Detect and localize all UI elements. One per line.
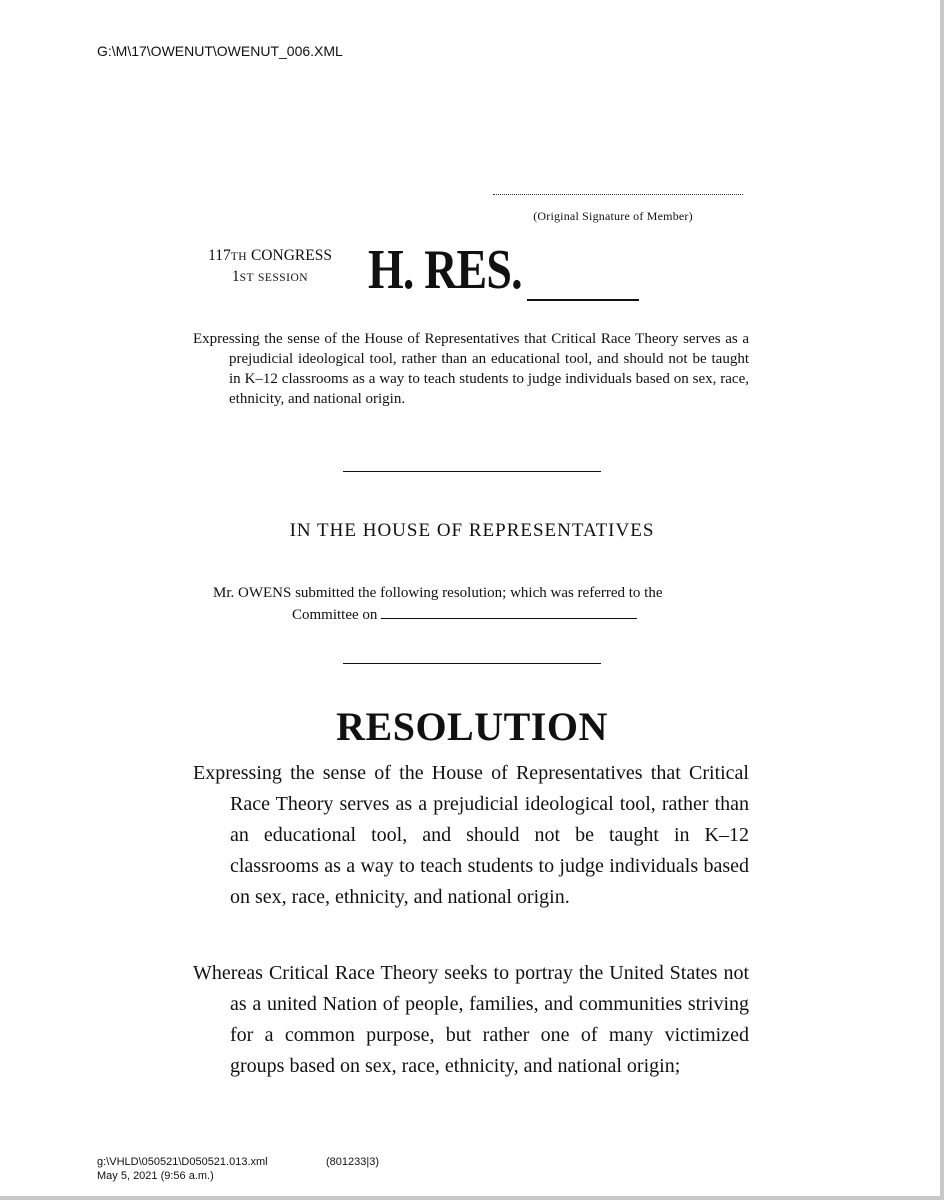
congress-number-suffix: TH [230,251,248,263]
member-name: OWENS [238,585,292,601]
submission-line [213,583,731,604]
resolution-heading: RESOLUTION [336,704,608,749]
file-path-header: G:\M\17\OWENUT\OWENUT_006.XML [97,43,343,59]
session-line [180,267,360,288]
signature-label: (Original Signature of Member) [533,209,693,223]
committee-blank [381,604,637,619]
whereas-clause: Whereas Critical Race Theory seeks to portray the United States not as a united Nation of people, families, and communities striving for a common purpose, but rather one of many victimized groups based on sex, race, ethnicity, and national origin; [193,962,749,1077]
footer-date: May 5, 2021 (9:56 a.m.) [97,1170,214,1182]
session-word: SESSION [257,272,309,284]
footer-file-path: g:\VHLD\050521\D050521.013.xml [97,1156,268,1168]
committee-label: Committee on [292,607,378,623]
resolution-preamble: Expressing the sense of the House of Representatives that Critical Race Theory serves as a prejudicial ideological tool, rather than an educational tool, and should not be taught in K–12 classrooms as a way to teach students to judge individuals based on sex, race, ethnicity, and national origin. [193,762,749,908]
hres-number-blank [527,299,639,301]
congress-session-block [180,246,360,288]
short-summary: Expressing the sense of the House of Representatives that Critical Race Theory serves as a prejudicial ideological tool, rather than an educational tool, and should not be taught in K–12 classrooms as a way to teach students to judge individuals based on sex, race, ethnicity, and national origin. [193,331,749,407]
congress-word: CONGRESS [250,247,332,264]
congress-number: 117 [208,247,231,264]
house-heading: IN THE HOUSE OF REPRESENTATIVES [289,520,655,541]
congress-line [180,246,360,267]
footer-code: (801233|3) [326,1156,380,1168]
signature-line [493,194,743,195]
submission-text: submitted the following resolution; which was referred to the [295,585,663,601]
session-suffix: ST [239,272,255,284]
committee-line [292,604,637,626]
hres-title: H. RES. [368,239,522,301]
member-prefix: Mr. [213,585,235,601]
divider-rule [343,663,601,664]
session-number: 1 [231,268,240,285]
divider-rule [343,471,601,472]
